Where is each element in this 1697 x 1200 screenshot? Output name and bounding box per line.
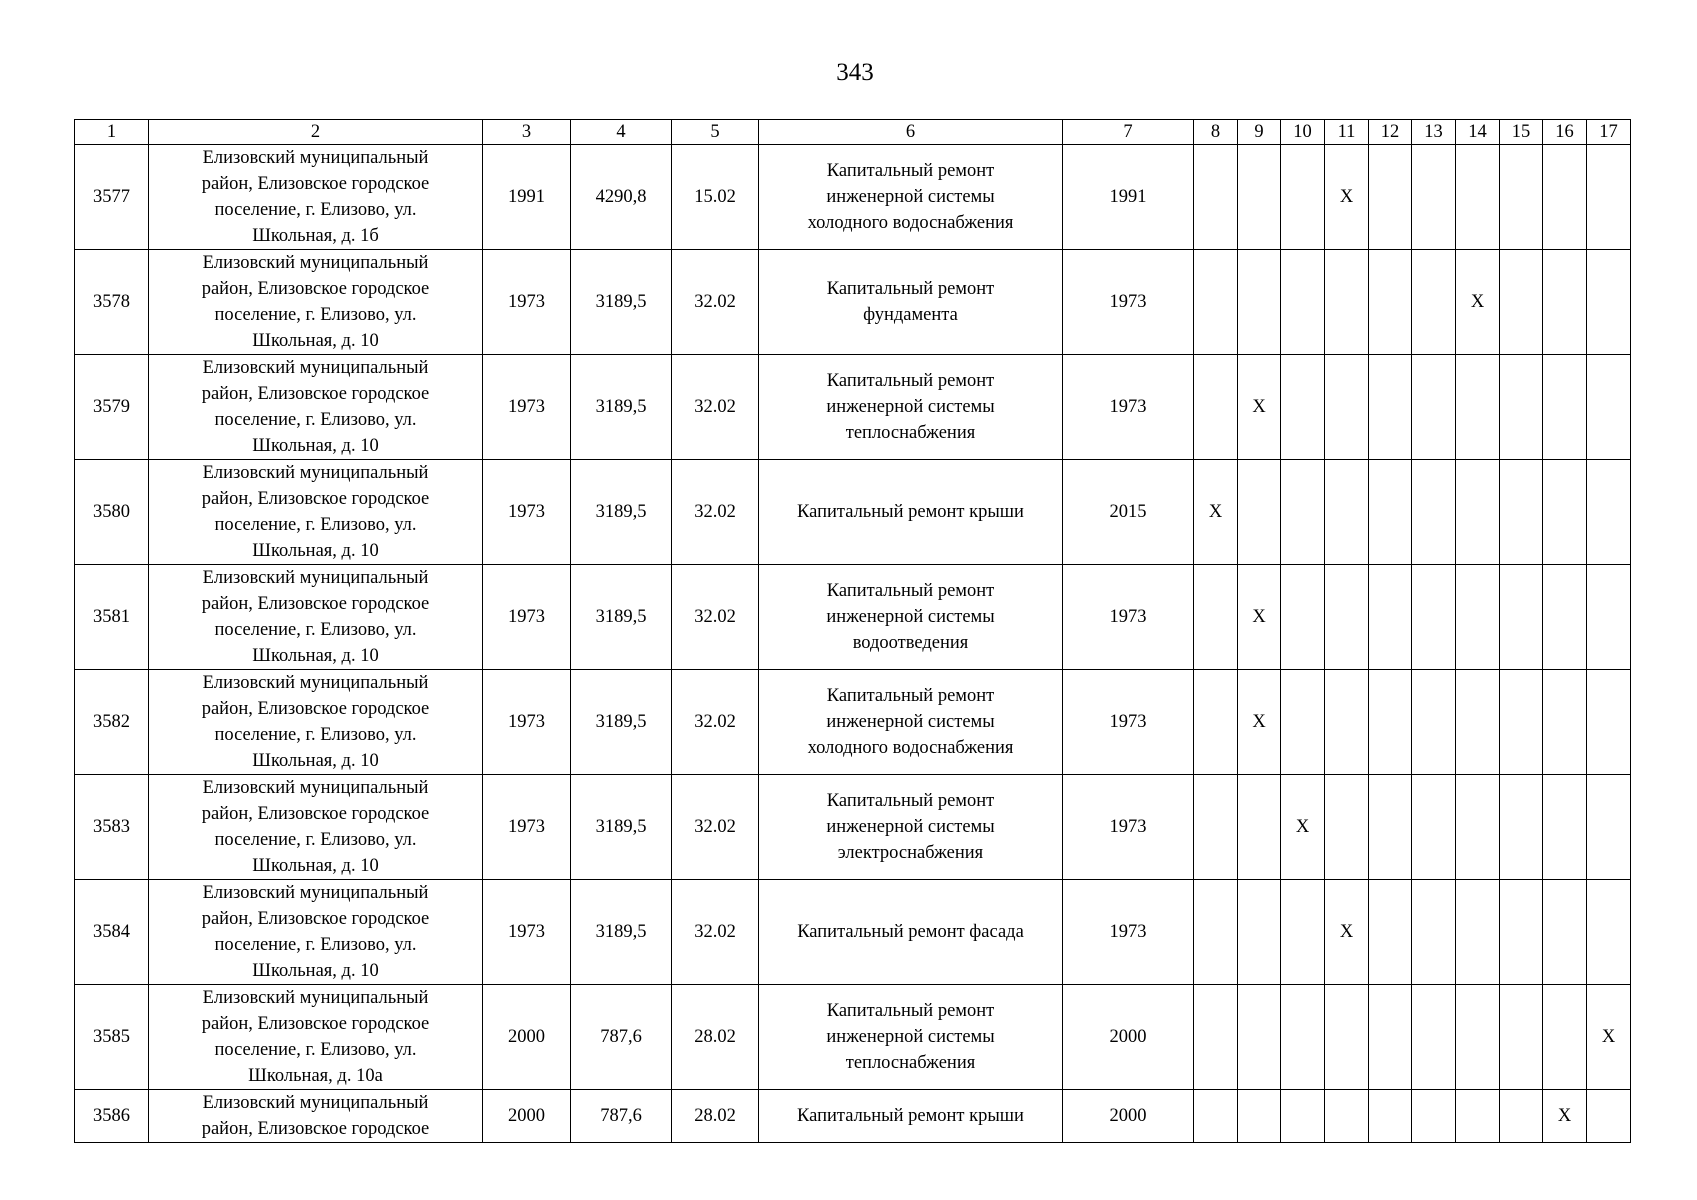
last-repair-year-cell: 2015 bbox=[1063, 460, 1194, 565]
work-type-cell-line: Капитальный ремонт bbox=[826, 161, 995, 181]
mark-cell-col-17 bbox=[1587, 565, 1631, 670]
mark-cell-col-16 bbox=[1543, 565, 1587, 670]
work-type-cell-line: Капитальный ремонт bbox=[826, 371, 995, 391]
column-number-14: 14 bbox=[1456, 120, 1500, 145]
work-type-cell-line: Капитальный ремонт фасада bbox=[797, 922, 1024, 942]
mark-cell-col-16 bbox=[1543, 250, 1587, 355]
mark-cell-col-15 bbox=[1500, 880, 1543, 985]
address-cell bbox=[149, 1090, 483, 1143]
row-id-cell: 3577 bbox=[75, 145, 149, 250]
table-body bbox=[75, 145, 1631, 1143]
code-cell: 32.02 bbox=[672, 460, 759, 565]
work-type-cell bbox=[759, 250, 1063, 355]
mark-cell-col-13 bbox=[1412, 250, 1456, 355]
address-cell-line: Елизовский муниципальный bbox=[202, 568, 429, 588]
address-cell-line: район, Елизовское городское bbox=[201, 279, 430, 299]
mark-cell-col-16 bbox=[1543, 670, 1587, 775]
address-cell-line: район, Елизовское городское bbox=[201, 489, 430, 509]
year-built-cell: 1973 bbox=[483, 355, 571, 460]
mark-cell-col-11 bbox=[1325, 250, 1369, 355]
area-cell: 3189,5 bbox=[571, 565, 672, 670]
last-repair-year-cell: 1973 bbox=[1063, 880, 1194, 985]
column-number-10: 10 bbox=[1281, 120, 1325, 145]
address-cell-line: Школьная, д. 10 bbox=[252, 856, 379, 876]
work-type-cell-line: Капитальный ремонт bbox=[826, 791, 995, 811]
mark-cell-col-14: X bbox=[1456, 250, 1500, 355]
address-cell bbox=[149, 775, 483, 880]
row-id-cell: 3582 bbox=[75, 670, 149, 775]
address-cell-line: Елизовский муниципальный bbox=[202, 463, 429, 483]
mark-cell-col-14 bbox=[1456, 1090, 1500, 1143]
mark-cell-col-16 bbox=[1543, 880, 1587, 985]
area-cell: 3189,5 bbox=[571, 250, 672, 355]
column-number-11: 11 bbox=[1325, 120, 1369, 145]
address-cell-line: Елизовский муниципальный bbox=[202, 988, 429, 1008]
mark-cell-col-8: X bbox=[1194, 460, 1238, 565]
column-number-row bbox=[75, 120, 1631, 145]
mark-cell-col-9 bbox=[1238, 775, 1281, 880]
code-cell: 32.02 bbox=[672, 250, 759, 355]
column-number-4: 4 bbox=[571, 120, 672, 145]
work-type-cell-line: инженерной системы bbox=[826, 1027, 995, 1047]
column-number-5: 5 bbox=[672, 120, 759, 145]
last-repair-year-cell: 2000 bbox=[1063, 1090, 1194, 1143]
mark-cell-col-8 bbox=[1194, 565, 1238, 670]
mark-cell-col-13 bbox=[1412, 880, 1456, 985]
mark-cell-col-8 bbox=[1194, 1090, 1238, 1143]
mark-cell-col-17 bbox=[1587, 145, 1631, 250]
mark-cell-col-16 bbox=[1543, 145, 1587, 250]
column-number-15: 15 bbox=[1500, 120, 1543, 145]
mark-cell-col-9 bbox=[1238, 1090, 1281, 1143]
table-row bbox=[75, 775, 1631, 880]
mark-cell-col-9: X bbox=[1238, 565, 1281, 670]
table-header bbox=[75, 120, 1631, 145]
area-cell: 4290,8 bbox=[571, 145, 672, 250]
area-cell: 3189,5 bbox=[571, 775, 672, 880]
column-number-3: 3 bbox=[483, 120, 571, 145]
work-type-cell-line: Капитальный ремонт bbox=[826, 581, 995, 601]
mark-cell-col-14 bbox=[1456, 145, 1500, 250]
mark-cell-col-12 bbox=[1369, 775, 1412, 880]
last-repair-year-cell: 1973 bbox=[1063, 565, 1194, 670]
page-number: 343 bbox=[836, 59, 874, 86]
work-type-cell-line: инженерной системы bbox=[826, 187, 995, 207]
row-id-cell: 3584 bbox=[75, 880, 149, 985]
row-id-cell: 3585 bbox=[75, 985, 149, 1090]
address-cell-line: Школьная, д. 10 bbox=[252, 646, 379, 666]
mark-cell-col-10 bbox=[1281, 145, 1325, 250]
mark-cell-col-17 bbox=[1587, 880, 1631, 985]
mark-cell-col-13 bbox=[1412, 145, 1456, 250]
mark-cell-col-12 bbox=[1369, 460, 1412, 565]
mark-cell-col-10 bbox=[1281, 250, 1325, 355]
row-id-cell: 3578 bbox=[75, 250, 149, 355]
year-built-cell: 1991 bbox=[483, 145, 571, 250]
code-cell: 15.02 bbox=[672, 145, 759, 250]
mark-cell-col-14 bbox=[1456, 880, 1500, 985]
mark-cell-col-16 bbox=[1543, 775, 1587, 880]
address-cell-line: Школьная, д. 10 bbox=[252, 961, 379, 981]
table-row bbox=[75, 460, 1631, 565]
column-number-13: 13 bbox=[1412, 120, 1456, 145]
address-cell-line: Школьная, д. 10а bbox=[248, 1066, 383, 1086]
mark-cell-col-17 bbox=[1587, 670, 1631, 775]
address-cell-line: район, Елизовское городское bbox=[201, 909, 430, 929]
row-id-cell: 3580 bbox=[75, 460, 149, 565]
mark-cell-col-10 bbox=[1281, 880, 1325, 985]
year-built-cell: 1973 bbox=[483, 460, 571, 565]
work-type-cell-line: холодного водоснабжения bbox=[807, 738, 1014, 758]
mark-cell-col-9 bbox=[1238, 145, 1281, 250]
year-built-cell: 1973 bbox=[483, 250, 571, 355]
mark-cell-col-12 bbox=[1369, 1090, 1412, 1143]
address-cell-line: Школьная, д. 10 bbox=[252, 331, 379, 351]
mark-cell-col-15 bbox=[1500, 460, 1543, 565]
mark-cell-col-8 bbox=[1194, 145, 1238, 250]
area-cell: 3189,5 bbox=[571, 880, 672, 985]
address-cell-line: Елизовский муниципальный bbox=[202, 253, 429, 273]
table-row bbox=[75, 145, 1631, 250]
year-built-cell: 1973 bbox=[483, 670, 571, 775]
mark-cell-col-16 bbox=[1543, 355, 1587, 460]
mark-cell-col-9 bbox=[1238, 250, 1281, 355]
mark-cell-col-13 bbox=[1412, 355, 1456, 460]
code-cell: 32.02 bbox=[672, 775, 759, 880]
last-repair-year-cell: 1973 bbox=[1063, 250, 1194, 355]
mark-cell-col-14 bbox=[1456, 985, 1500, 1090]
work-type-cell-line: электроснабжения bbox=[837, 843, 984, 863]
address-cell bbox=[149, 355, 483, 460]
year-built-cell: 2000 bbox=[483, 985, 571, 1090]
table-row bbox=[75, 355, 1631, 460]
column-number-7: 7 bbox=[1063, 120, 1194, 145]
address-cell bbox=[149, 985, 483, 1090]
mark-cell-col-17 bbox=[1587, 775, 1631, 880]
address-cell-line: район, Елизовское городское bbox=[201, 699, 430, 719]
address-cell-line: район, Елизовское городское bbox=[201, 384, 430, 404]
mark-cell-col-13 bbox=[1412, 670, 1456, 775]
mark-cell-col-15 bbox=[1500, 1090, 1543, 1143]
row-id-cell: 3581 bbox=[75, 565, 149, 670]
table-row bbox=[75, 250, 1631, 355]
mark-cell-col-10 bbox=[1281, 1090, 1325, 1143]
work-type-cell bbox=[759, 565, 1063, 670]
mark-cell-col-17 bbox=[1587, 460, 1631, 565]
table-row bbox=[75, 985, 1631, 1090]
mark-cell-col-11 bbox=[1325, 565, 1369, 670]
mark-cell-col-11 bbox=[1325, 460, 1369, 565]
address-cell-line: Школьная, д. 10 bbox=[252, 436, 379, 456]
work-type-cell-line: Капитальный ремонт bbox=[826, 686, 995, 706]
mark-cell-col-8 bbox=[1194, 670, 1238, 775]
work-type-cell-line: Капитальный ремонт крыши bbox=[797, 502, 1024, 522]
mark-cell-col-11 bbox=[1325, 775, 1369, 880]
year-built-cell: 1973 bbox=[483, 880, 571, 985]
mark-cell-col-12 bbox=[1369, 670, 1412, 775]
code-cell: 32.02 bbox=[672, 355, 759, 460]
mark-cell-col-16 bbox=[1543, 985, 1587, 1090]
column-number-17: 17 bbox=[1587, 120, 1631, 145]
address-cell-line: Школьная, д. 1б bbox=[252, 226, 379, 246]
year-built-cell: 2000 bbox=[483, 1090, 571, 1143]
address-cell-line: поселение, г. Елизово, ул. bbox=[214, 830, 417, 850]
address-cell bbox=[149, 460, 483, 565]
column-number-2: 2 bbox=[149, 120, 483, 145]
table-row bbox=[75, 1090, 1631, 1143]
last-repair-year-cell: 1991 bbox=[1063, 145, 1194, 250]
work-type-cell-line: Капитальный ремонт крыши bbox=[797, 1106, 1024, 1126]
mark-cell-col-11 bbox=[1325, 985, 1369, 1090]
mark-cell-col-9 bbox=[1238, 460, 1281, 565]
last-repair-year-cell: 2000 bbox=[1063, 985, 1194, 1090]
mark-cell-col-13 bbox=[1412, 565, 1456, 670]
work-type-cell-line: холодного водоснабжения bbox=[807, 213, 1014, 233]
column-number-16: 16 bbox=[1543, 120, 1587, 145]
code-cell: 32.02 bbox=[672, 880, 759, 985]
code-cell: 28.02 bbox=[672, 1090, 759, 1143]
mark-cell-col-17 bbox=[1587, 1090, 1631, 1143]
mark-cell-col-8 bbox=[1194, 985, 1238, 1090]
mark-cell-col-8 bbox=[1194, 250, 1238, 355]
mark-cell-col-16 bbox=[1543, 460, 1587, 565]
work-type-cell-line: водоотведения bbox=[852, 633, 969, 653]
address-cell-line: Елизовский муниципальный bbox=[202, 883, 429, 903]
code-cell: 32.02 bbox=[672, 565, 759, 670]
column-number-9: 9 bbox=[1238, 120, 1281, 145]
work-type-cell-line: инженерной системы bbox=[826, 607, 995, 627]
work-type-cell-line: теплоснабжения bbox=[845, 1053, 976, 1073]
column-number-12: 12 bbox=[1369, 120, 1412, 145]
work-type-cell-line: фундамента bbox=[863, 305, 958, 325]
address-cell bbox=[149, 565, 483, 670]
mark-cell-col-12 bbox=[1369, 985, 1412, 1090]
mark-cell-col-11 bbox=[1325, 1090, 1369, 1143]
address-cell-line: поселение, г. Елизово, ул. bbox=[214, 620, 417, 640]
address-cell bbox=[149, 145, 483, 250]
last-repair-year-cell: 1973 bbox=[1063, 775, 1194, 880]
column-number-1: 1 bbox=[75, 120, 149, 145]
area-cell: 787,6 bbox=[571, 1090, 672, 1143]
row-id-cell: 3583 bbox=[75, 775, 149, 880]
address-cell bbox=[149, 250, 483, 355]
mark-cell-col-14 bbox=[1456, 670, 1500, 775]
work-type-cell-line: инженерной системы bbox=[826, 817, 995, 837]
mark-cell-col-14 bbox=[1456, 565, 1500, 670]
mark-cell-col-15 bbox=[1500, 670, 1543, 775]
table-row bbox=[75, 565, 1631, 670]
work-type-cell bbox=[759, 1090, 1063, 1143]
area-cell: 3189,5 bbox=[571, 670, 672, 775]
mark-cell-col-15 bbox=[1500, 775, 1543, 880]
mark-cell-col-11: X bbox=[1325, 880, 1369, 985]
work-type-cell bbox=[759, 880, 1063, 985]
address-cell-line: район, Елизовское городское bbox=[201, 1014, 430, 1034]
row-id-cell: 3586 bbox=[75, 1090, 149, 1143]
address-cell bbox=[149, 670, 483, 775]
mark-cell-col-10 bbox=[1281, 460, 1325, 565]
work-type-cell bbox=[759, 145, 1063, 250]
mark-cell-col-11: X bbox=[1325, 145, 1369, 250]
work-type-cell-line: инженерной системы bbox=[826, 397, 995, 417]
address-cell-line: Елизовский муниципальный bbox=[202, 778, 429, 798]
address-cell-line: район, Елизовское городское bbox=[201, 1119, 430, 1139]
address-cell-line: поселение, г. Елизово, ул. bbox=[214, 200, 417, 220]
work-type-cell bbox=[759, 670, 1063, 775]
last-repair-year-cell: 1973 bbox=[1063, 355, 1194, 460]
mark-cell-col-13 bbox=[1412, 1090, 1456, 1143]
mark-cell-col-15 bbox=[1500, 145, 1543, 250]
address-cell-line: район, Елизовское городское bbox=[201, 804, 430, 824]
mark-cell-col-8 bbox=[1194, 355, 1238, 460]
address-cell-line: поселение, г. Елизово, ул. bbox=[214, 1040, 417, 1060]
area-cell: 3189,5 bbox=[571, 460, 672, 565]
mark-cell-col-14 bbox=[1456, 775, 1500, 880]
code-cell: 32.02 bbox=[672, 670, 759, 775]
mark-cell-col-17 bbox=[1587, 250, 1631, 355]
mark-cell-col-11 bbox=[1325, 355, 1369, 460]
area-cell: 787,6 bbox=[571, 985, 672, 1090]
mark-cell-col-17: X bbox=[1587, 985, 1631, 1090]
address-cell-line: Елизовский муниципальный bbox=[202, 358, 429, 378]
mark-cell-col-16: X bbox=[1543, 1090, 1587, 1143]
work-type-cell bbox=[759, 985, 1063, 1090]
work-type-cell-line: теплоснабжения bbox=[845, 423, 976, 443]
mark-cell-col-10 bbox=[1281, 670, 1325, 775]
address-cell-line: Елизовский муниципальный bbox=[202, 148, 429, 168]
mark-cell-col-14 bbox=[1456, 460, 1500, 565]
mark-cell-col-8 bbox=[1194, 880, 1238, 985]
work-type-cell bbox=[759, 355, 1063, 460]
column-number-8: 8 bbox=[1194, 120, 1238, 145]
mark-cell-col-12 bbox=[1369, 565, 1412, 670]
mark-cell-col-12 bbox=[1369, 355, 1412, 460]
mark-cell-col-11 bbox=[1325, 670, 1369, 775]
mark-cell-col-12 bbox=[1369, 250, 1412, 355]
mark-cell-col-13 bbox=[1412, 775, 1456, 880]
mark-cell-col-15 bbox=[1500, 250, 1543, 355]
work-type-cell bbox=[759, 775, 1063, 880]
address-cell bbox=[149, 880, 483, 985]
mark-cell-col-15 bbox=[1500, 985, 1543, 1090]
mark-cell-col-9: X bbox=[1238, 670, 1281, 775]
mark-cell-col-17 bbox=[1587, 355, 1631, 460]
address-cell-line: поселение, г. Елизово, ул. bbox=[214, 935, 417, 955]
code-cell: 28.02 bbox=[672, 985, 759, 1090]
address-cell-line: поселение, г. Елизово, ул. bbox=[214, 305, 417, 325]
address-cell-line: Елизовский муниципальный bbox=[202, 1093, 429, 1113]
mark-cell-col-9: X bbox=[1238, 355, 1281, 460]
row-id-cell: 3579 bbox=[75, 355, 149, 460]
table-row bbox=[75, 880, 1631, 985]
address-cell-line: район, Елизовское городское bbox=[201, 594, 430, 614]
year-built-cell: 1973 bbox=[483, 565, 571, 670]
work-type-cell-line: Капитальный ремонт bbox=[826, 279, 995, 299]
mark-cell-col-13 bbox=[1412, 460, 1456, 565]
area-cell: 3189,5 bbox=[571, 355, 672, 460]
mark-cell-col-9 bbox=[1238, 985, 1281, 1090]
last-repair-year-cell: 1973 bbox=[1063, 670, 1194, 775]
address-cell-line: поселение, г. Елизово, ул. bbox=[214, 725, 417, 745]
mark-cell-col-10 bbox=[1281, 565, 1325, 670]
address-cell-line: Школьная, д. 10 bbox=[252, 541, 379, 561]
mark-cell-col-14 bbox=[1456, 355, 1500, 460]
capital-repair-table bbox=[74, 119, 1631, 1143]
address-cell-line: Елизовский муниципальный bbox=[202, 673, 429, 693]
mark-cell-col-8 bbox=[1194, 775, 1238, 880]
address-cell-line: район, Елизовское городское bbox=[201, 174, 430, 194]
table-row bbox=[75, 670, 1631, 775]
mark-cell-col-10: X bbox=[1281, 775, 1325, 880]
mark-cell-col-10 bbox=[1281, 355, 1325, 460]
mark-cell-col-9 bbox=[1238, 880, 1281, 985]
work-type-cell-line: инженерной системы bbox=[826, 712, 995, 732]
mark-cell-col-10 bbox=[1281, 985, 1325, 1090]
address-cell-line: поселение, г. Елизово, ул. bbox=[214, 515, 417, 535]
address-cell-line: поселение, г. Елизово, ул. bbox=[214, 410, 417, 430]
mark-cell-col-15 bbox=[1500, 355, 1543, 460]
work-type-cell bbox=[759, 460, 1063, 565]
column-number-6: 6 bbox=[759, 120, 1063, 145]
mark-cell-col-12 bbox=[1369, 880, 1412, 985]
year-built-cell: 1973 bbox=[483, 775, 571, 880]
work-type-cell-line: Капитальный ремонт bbox=[826, 1001, 995, 1021]
address-cell-line: Школьная, д. 10 bbox=[252, 751, 379, 771]
mark-cell-col-13 bbox=[1412, 985, 1456, 1090]
mark-cell-col-12 bbox=[1369, 145, 1412, 250]
mark-cell-col-15 bbox=[1500, 565, 1543, 670]
